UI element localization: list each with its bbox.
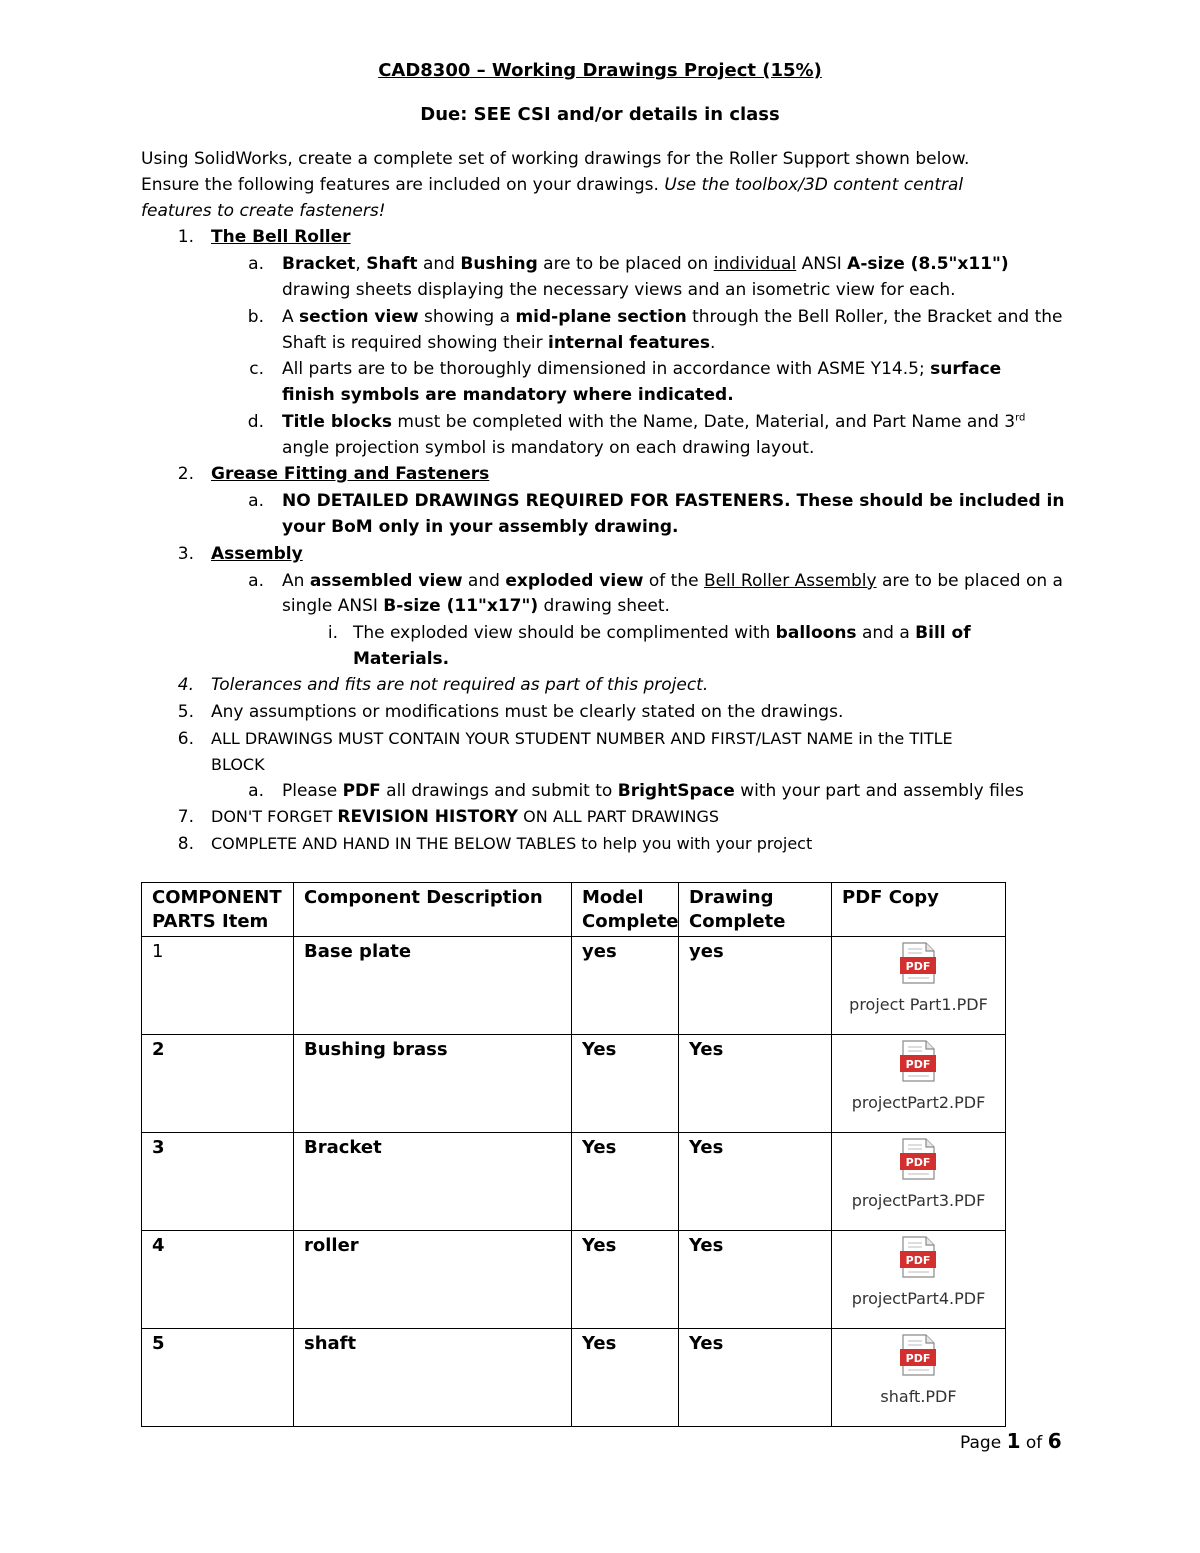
list-item-i3: The exploded view should be complimented with balloons and a Bill of (353, 623, 971, 643)
cell-description: Base plate (294, 937, 572, 1035)
list-item-6-cont: BLOCK (211, 755, 265, 774)
page-total: 6 (1047, 1429, 1062, 1453)
intro-text: Ensure the following features are included on your drawings. (141, 175, 665, 195)
list-item-a3-cont: single ANSI B-size (11"x17") drawing sheet. (282, 596, 670, 616)
cell-pdf[interactable] (832, 1133, 1006, 1231)
components-table (141, 882, 1006, 1427)
pdf-file-icon[interactable] (899, 942, 939, 991)
pdf-filename[interactable]: projectPart3.PDF (851, 1191, 986, 1210)
cell-pdf[interactable] (832, 937, 1006, 1035)
header-item: COMPONENT PARTS Item (142, 883, 294, 937)
pdf-filename[interactable]: project Part1.PDF (849, 995, 988, 1014)
intro-italic-text: features to create fasteners! (141, 201, 386, 221)
cell-description: roller (294, 1231, 572, 1329)
intro-italic-text: Use the toolbox/3D content central (664, 175, 964, 195)
list-number: 5. (177, 702, 194, 722)
pdf-file-icon[interactable] (899, 1138, 939, 1187)
list-item-a6: Please PDF all drawings and submit to BrightSpace with your part and assembly files (282, 781, 1024, 801)
cell-pdf[interactable] (832, 1035, 1006, 1133)
header-drawing-complete: Drawing Complete (679, 883, 832, 937)
cell-item: 4 (142, 1231, 294, 1329)
list-letter: a. (248, 254, 264, 274)
cell-model: Yes (572, 1329, 679, 1427)
pdf-filename[interactable]: shaft.PDF (880, 1387, 957, 1406)
header-description: Component Description (294, 883, 572, 937)
section-heading-grease-fitting: Grease Fitting and Fasteners (211, 464, 490, 484)
list-number: 4. (177, 675, 194, 695)
header-pdf-copy: PDF Copy (832, 883, 1006, 937)
section-heading-bell-roller: The Bell Roller (211, 227, 351, 247)
cell-item: 5 (142, 1329, 294, 1427)
list-item-a2-cont: your BoM only in your assembly drawing. (282, 517, 679, 537)
list-number: 3. (177, 544, 194, 564)
list-item-d1: Title blocks must be completed with the Name, Date, Material, and Part Name and 3rd (282, 412, 1026, 432)
header-model-complete: Model Complete (572, 883, 679, 937)
list-letter: a. (248, 491, 264, 511)
svg-text:PDF: PDF (905, 1058, 930, 1071)
list-item-8: COMPLETE AND HAND IN THE BELOW TABLES to help you with your project (211, 834, 813, 853)
cell-drawing: Yes (679, 1329, 832, 1427)
list-item-c1: All parts are to be thoroughly dimensioned in accordance with ASME Y14.5; surface (282, 359, 1002, 379)
list-number: 7. (177, 807, 194, 827)
cell-model: Yes (572, 1231, 679, 1329)
page-label: Page (960, 1433, 1007, 1453)
list-item-5: Any assumptions or modifications must be clearly stated on the drawings. (211, 702, 844, 722)
cell-item: 3 (142, 1133, 294, 1231)
list-letter: d. (247, 412, 264, 432)
pdf-filename[interactable]: projectPart2.PDF (851, 1093, 986, 1112)
page-footer (960, 1428, 1062, 1456)
intro-line-3 (141, 198, 1041, 224)
svg-text:PDF: PDF (905, 1156, 930, 1169)
list-number: 6. (177, 729, 194, 749)
list-roman: i. (327, 623, 338, 643)
pdf-file-icon[interactable] (899, 1334, 939, 1383)
table-row (142, 1231, 1006, 1329)
list-item-i3-cont: Materials. (353, 649, 450, 669)
list-item-b1-cont: Shaft is required showing their internal features. (282, 333, 716, 353)
list-item-7: DON'T FORGET REVISION HISTORY ON ALL PART DRAWINGS (211, 807, 719, 827)
page-number: 1 (1006, 1429, 1021, 1453)
page-of-label: of (1020, 1433, 1048, 1453)
intro-line-2 (141, 172, 1041, 198)
cell-description: Bracket (294, 1133, 572, 1231)
cell-description: shaft (294, 1329, 572, 1427)
list-number: 8. (177, 834, 194, 854)
list-item-a1: Bracket, Shaft and Bushing are to be placed on individual ANSI A-size (8.5"x11") (282, 254, 1009, 274)
cell-item: 1 (142, 937, 294, 1035)
svg-text:PDF: PDF (905, 960, 930, 973)
table-row (142, 1133, 1006, 1231)
list-letter: a. (248, 571, 264, 591)
cell-description: Bushing brass (294, 1035, 572, 1133)
list-item-6: ALL DRAWINGS MUST CONTAIN YOUR STUDENT NUMBER AND FIRST/LAST NAME in the TITLE (211, 729, 953, 748)
intro-line-1: Using SolidWorks, create a complete set of working drawings for the Roller Support shown below. (141, 149, 970, 169)
pdf-filename[interactable]: projectPart4.PDF (851, 1289, 986, 1308)
list-item-c1-cont: finish symbols are mandatory where indicated. (282, 385, 734, 405)
table-row (142, 1329, 1006, 1427)
document-title: CAD8300 – Working Drawings Project (15%) (378, 60, 822, 81)
cell-pdf[interactable] (832, 1329, 1006, 1427)
table-row (142, 1035, 1006, 1133)
cell-model: Yes (572, 1133, 679, 1231)
cell-drawing: Yes (679, 1231, 832, 1329)
cell-item: 2 (142, 1035, 294, 1133)
svg-text:PDF: PDF (905, 1254, 930, 1267)
intro-paragraph (141, 146, 1041, 224)
cell-drawing: Yes (679, 1035, 832, 1133)
pdf-file-icon[interactable] (899, 1040, 939, 1089)
list-letter: b. (247, 307, 264, 327)
list-number: 1. (177, 227, 194, 247)
cell-drawing: Yes (679, 1133, 832, 1231)
list-item-4: Tolerances and fits are not required as part of this project. (211, 675, 709, 695)
list-item-a3: An assembled view and exploded view of the Bell Roller Assembly are to be placed on a (282, 571, 1063, 591)
cell-model: yes (572, 937, 679, 1035)
list-number: 2. (177, 464, 194, 484)
table-header-row (142, 883, 1006, 937)
list-letter: c. (249, 359, 264, 379)
list-item-a1-cont: drawing sheets displaying the necessary views and an isometric view for each. (282, 280, 956, 300)
section-heading-assembly: Assembly (211, 544, 303, 564)
list-item-a2: NO DETAILED DRAWINGS REQUIRED FOR FASTENERS. These should be included in (282, 491, 1065, 511)
list-item-b1: A section view showing a mid-plane section through the Bell Roller, the Bracket and the (282, 307, 1063, 327)
pdf-file-icon[interactable] (899, 1236, 939, 1285)
due-date: Due: SEE CSI and/or details in class (420, 104, 780, 125)
cell-pdf[interactable] (832, 1231, 1006, 1329)
list-letter: a. (248, 781, 264, 801)
table-row (142, 937, 1006, 1035)
cell-model: Yes (572, 1035, 679, 1133)
svg-text:PDF: PDF (905, 1352, 930, 1365)
cell-drawing: yes (679, 937, 832, 1035)
list-item-d1-cont: angle projection symbol is mandatory on each drawing layout. (282, 438, 815, 458)
